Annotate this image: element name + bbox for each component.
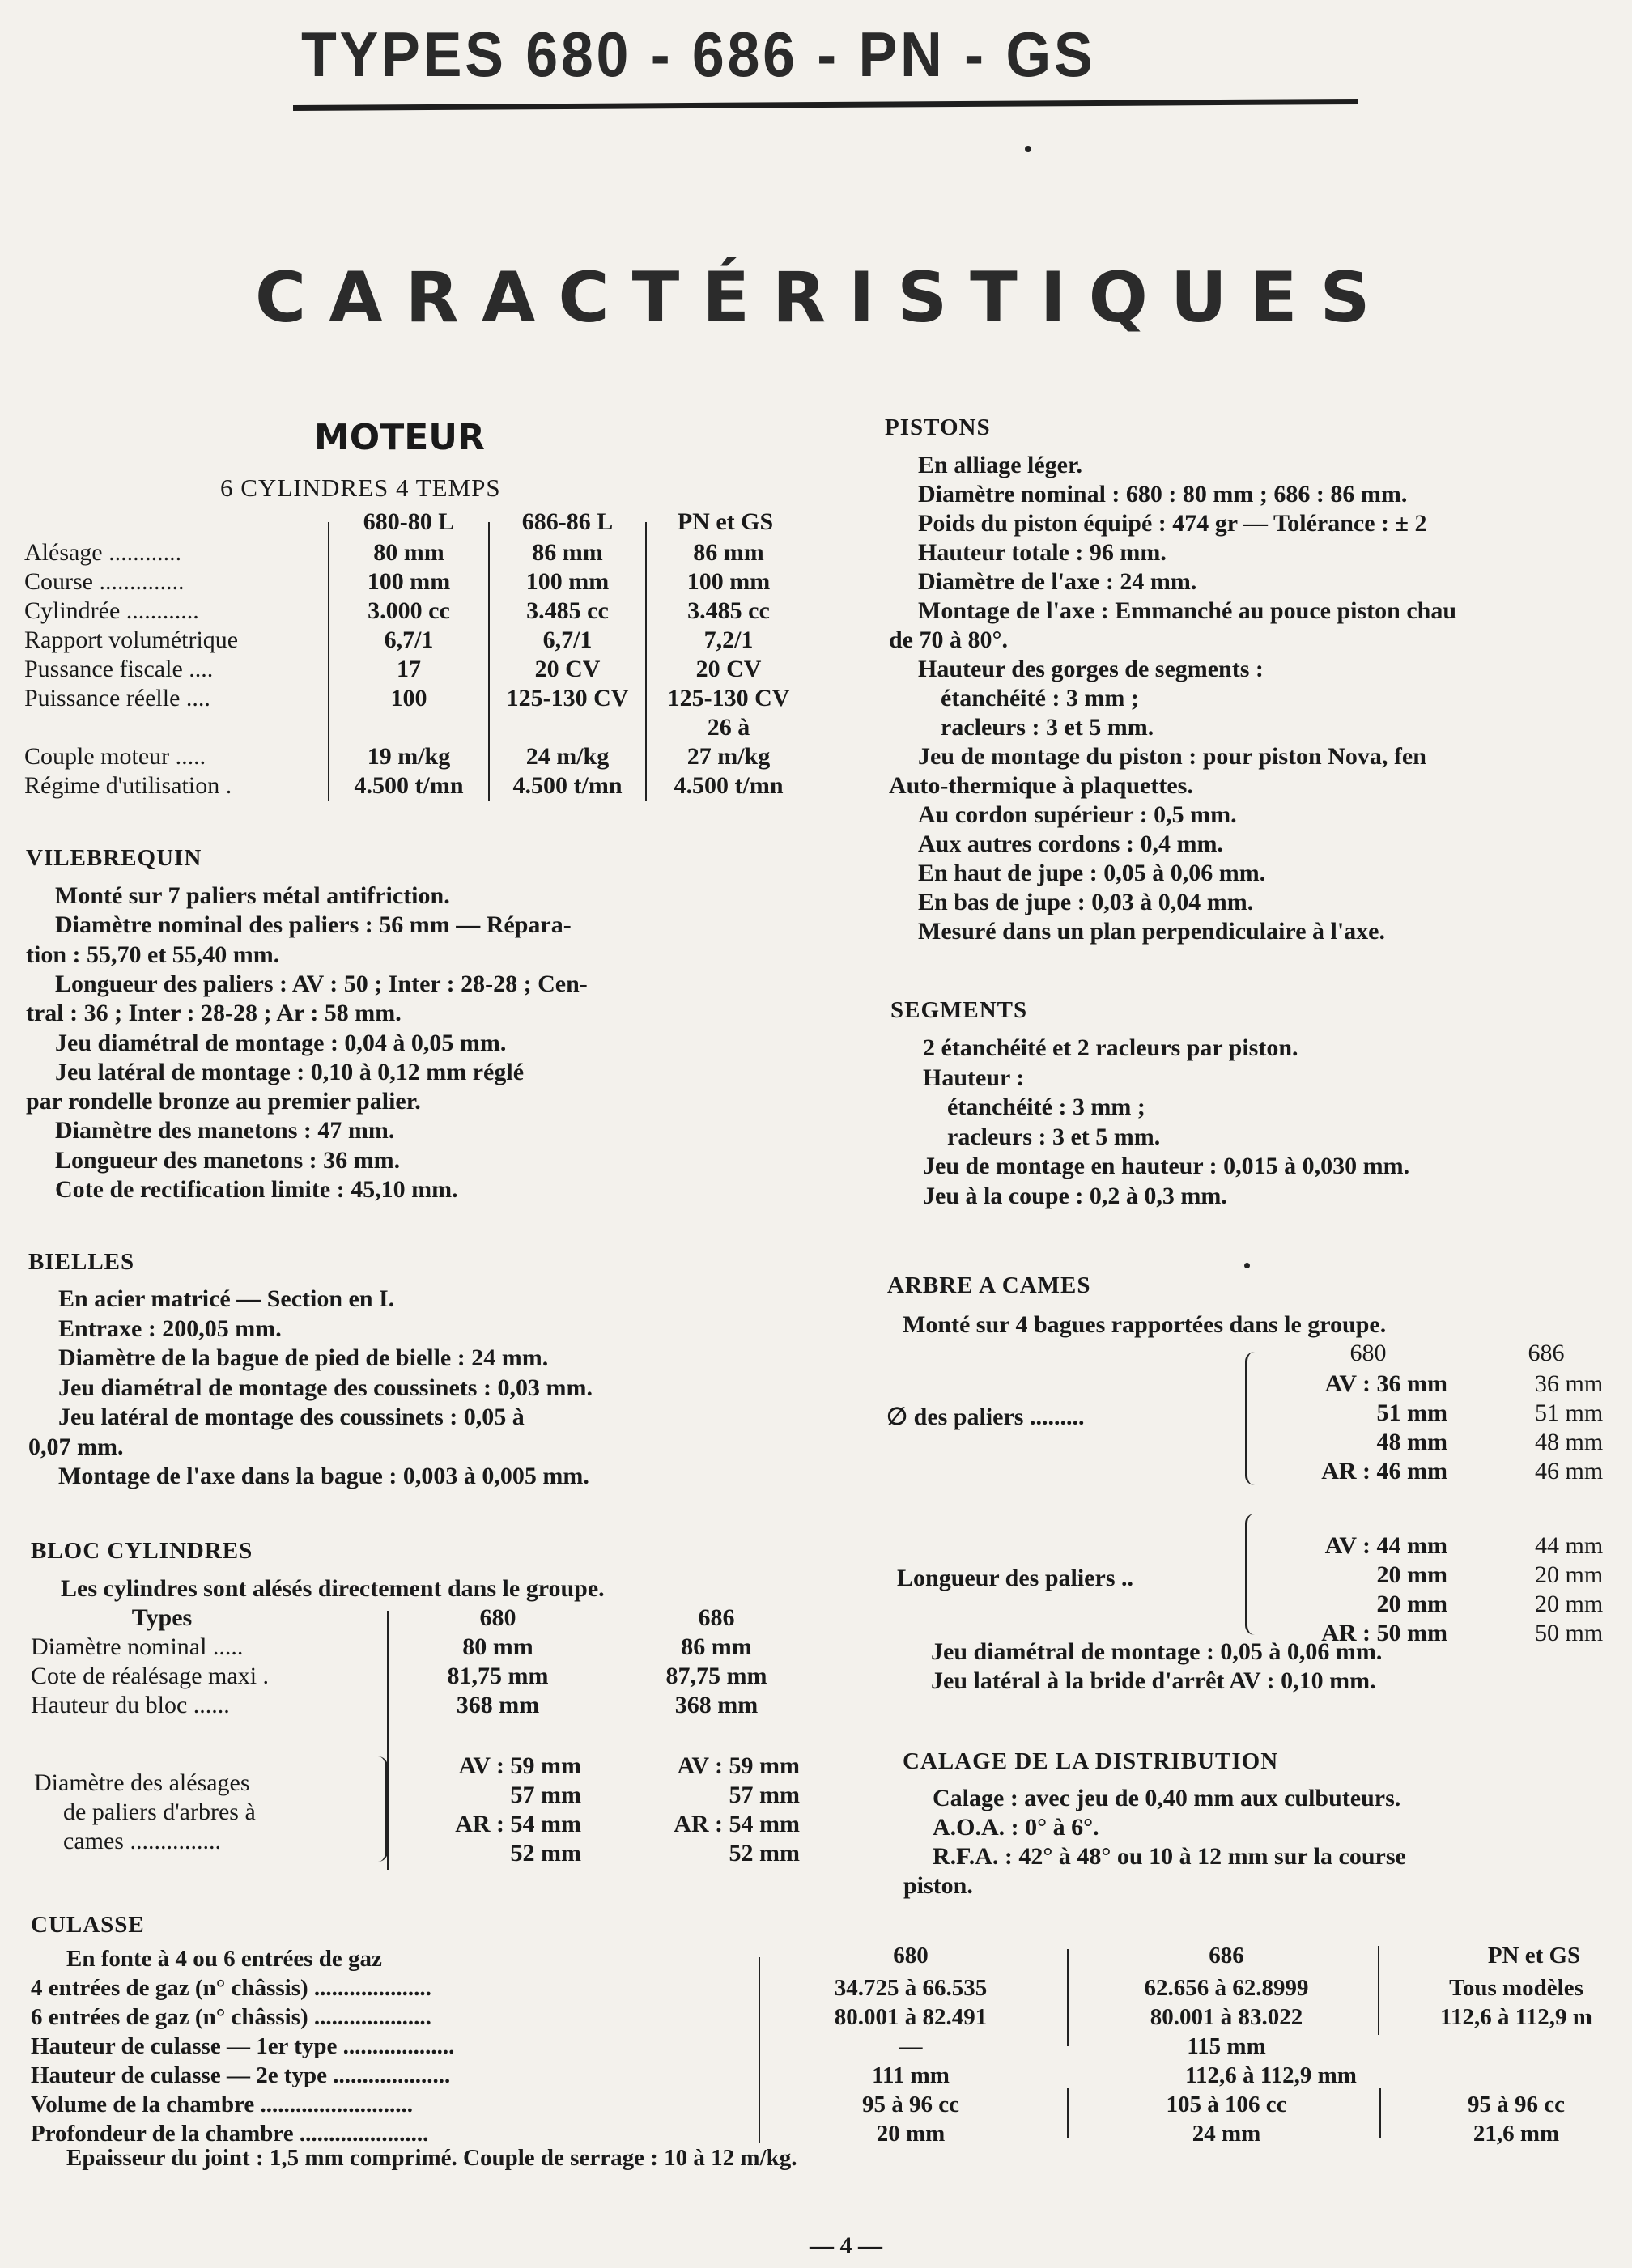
moteur-row-value: 4.500 t/mn	[674, 772, 784, 799]
moteur-column-header: 680-80 L	[363, 508, 455, 535]
pistons-heading: PISTONS	[885, 414, 991, 440]
bloc-row-value: 87,75 mm	[665, 1663, 767, 1689]
culasse-row-value: 20 mm	[876, 2121, 946, 2147]
culasse-row-value: 95 à 96 cc	[862, 2092, 959, 2117]
segments-line: Hauteur :	[923, 1064, 1025, 1091]
culasse-col-divider	[1379, 2088, 1381, 2138]
pistons-line: Aux autres cordons : 0,4 mm.	[918, 830, 1223, 857]
arbre-longueur-value-680: AV : 44 mm	[1324, 1532, 1447, 1559]
arbre-paliers-brace	[1245, 1352, 1259, 1485]
bloc-row-value: 368 mm	[456, 1692, 540, 1718]
ink-speck	[1244, 1263, 1250, 1268]
culasse-row-label: Hauteur de culasse — 2e type ....................	[31, 2062, 451, 2088]
bloc-alesages-value-680: 57 mm	[510, 1782, 581, 1808]
segments-line: étanchéité : 3 mm ;	[947, 1094, 1145, 1120]
vilebrequin-line: tral : 36 ; Inter : 28-28 ; Ar : 58 mm.	[26, 1000, 402, 1027]
arbre-line: Jeu diamétral de montage : 0,05 à 0,06 mm.	[931, 1638, 1383, 1665]
culasse-row-value: 111 mm	[872, 2062, 950, 2088]
segments-line: Jeu de montage en hauteur : 0,015 à 0,030 mm.	[923, 1153, 1410, 1179]
culasse-row-value: 21,6 mm	[1473, 2121, 1560, 2147]
vilebrequin-line: Diamètre des manetons : 47 mm.	[55, 1117, 395, 1145]
culasse-row-value: —	[899, 2033, 923, 2059]
arbre-longueur-value-686: 44 mm	[1535, 1532, 1604, 1559]
pistons-line: Mesuré dans un plan perpendiculaire à l'axe.	[918, 918, 1386, 945]
moteur-row-label: Rapport volumétrique	[24, 626, 239, 653]
arbre-longueur-value-680: 20 mm	[1376, 1561, 1447, 1588]
moteur-row-label: Pussance fiscale ....	[24, 656, 214, 682]
culasse-column-header: PN et GS	[1487, 1943, 1581, 1969]
bielles-line: Montage de l'axe dans la bague : 0,003 à 0,005 mm.	[58, 1463, 589, 1489]
culasse-row-value: 115 mm	[1187, 2033, 1266, 2059]
pistons-line: Hauteur totale : 96 mm.	[918, 539, 1167, 566]
arbre-line: Jeu latéral à la bride d'arrêt AV : 0,10 mm.	[931, 1667, 1376, 1694]
vilebrequin-line: Monté sur 7 paliers métal antifriction.	[55, 882, 450, 909]
arbre-paliers-value-686: 46 mm	[1535, 1458, 1604, 1484]
moteur-col-divider	[488, 522, 490, 801]
moteur-row-value: 20 CV	[695, 656, 762, 682]
moteur-row-value: 3.000 cc	[368, 597, 450, 624]
arbre-intro: Monté sur 4 bagues rapportées dans le groupe.	[903, 1311, 1387, 1338]
moteur-row-value: 20 CV	[534, 656, 601, 682]
moteur-row-value: 4.500 t/mn	[512, 772, 623, 799]
bloc-row-label: Cote de réalésage maxi .	[31, 1663, 270, 1689]
segments-line: Jeu à la coupe : 0,2 à 0,3 mm.	[923, 1182, 1227, 1209]
moteur-subheading: 6 CYLINDRES 4 TEMPS	[220, 474, 501, 502]
pistons-line: Montage de l'axe : Emmanché au pouce piston chau	[918, 597, 1457, 624]
culasse-intro: En fonte à 4 ou 6 entrées de gaz	[66, 1946, 382, 1972]
moteur-row-value: 100 mm	[686, 568, 771, 595]
arbre-longueur-value-686: 20 mm	[1535, 1591, 1604, 1617]
vilebrequin-line: Longueur des paliers : AV : 50 ; Inter : 28-28 ; Cen-	[55, 970, 588, 997]
segments-line: racleurs : 3 et 5 mm.	[947, 1123, 1161, 1150]
arbre-longueur-value-680: AR : 50 mm	[1321, 1620, 1447, 1646]
bloc-alesages-value-680: 52 mm	[510, 1840, 581, 1867]
pistons-line: étanchéité : 3 mm ;	[941, 685, 1139, 711]
bielles-line: Entraxe : 200,05 mm.	[58, 1315, 282, 1342]
culasse-column-header: 686	[1209, 1943, 1244, 1969]
moteur-row-value: 6,7/1	[384, 626, 434, 653]
culasse-row-value: 112,6 à 112,9 m	[1440, 2004, 1592, 2030]
bloc-alesages-value-686: AR : 54 mm	[674, 1811, 800, 1837]
culasse-row-value: 80.001 à 82.491	[834, 2004, 988, 2030]
culasse-row-value: 112,6 à 112,9 mm	[1185, 2062, 1357, 2088]
bloc-row-label: Diamètre nominal .....	[31, 1633, 244, 1660]
arbre-paliers-value-686: 36 mm	[1535, 1370, 1604, 1397]
moteur-col-divider	[645, 522, 647, 801]
calage-line: piston.	[903, 1872, 973, 1899]
culasse-row-label: Hauteur de culasse — 1er type ...................	[31, 2033, 455, 2059]
moteur-row-value: 19 m/kg	[367, 743, 451, 770]
bloc-alesages-value-686: 57 mm	[729, 1782, 800, 1808]
moteur-row-value: 125-130 CV	[667, 685, 790, 711]
moteur-row-value: 86 mm	[693, 539, 764, 566]
bloc-column-header: 680	[479, 1604, 516, 1631]
document-title: TYPES 680 - 686 - PN - GS	[301, 19, 1096, 90]
moteur-column-header: PN et GS	[677, 508, 774, 535]
culasse-row-label: 4 entrées de gaz (n° châssis) ....................	[31, 1975, 431, 2001]
moteur-row-value: 24 m/kg	[525, 743, 610, 770]
moteur-row-value: 80 mm	[373, 539, 444, 566]
arbre-longueur-value-686: 50 mm	[1535, 1620, 1604, 1646]
bloc-row-value: 80 mm	[462, 1633, 533, 1660]
bloc-types-label: Types	[131, 1604, 193, 1631]
culasse-col-divider	[1067, 1949, 1069, 2046]
bloc-row-value: 81,75 mm	[447, 1663, 549, 1689]
section-title-caracteristiques: CARACTÉRISTIQUES	[255, 257, 1393, 338]
culasse-row-value: 34.725 à 66.535	[834, 1975, 988, 2001]
culasse-column-header: 680	[893, 1943, 929, 1969]
calage-line: A.O.A. : 0° à 6°.	[933, 1814, 1099, 1841]
moteur-row-value: 100 mm	[525, 568, 610, 595]
bloc-alesages-label: de paliers d'arbres à	[63, 1799, 256, 1825]
culasse-col-divider	[759, 1957, 760, 2143]
culasse-row-label: Volume de la chambre ..........................	[31, 2092, 414, 2117]
moteur-row-value: 17	[397, 656, 421, 682]
arbre-paliers-value-680: 51 mm	[1376, 1399, 1447, 1426]
arbre-column-header: 680	[1349, 1340, 1387, 1366]
moteur-row-label: Cylindrée ............	[24, 597, 199, 624]
moteur-row-value: 3.485 cc	[687, 597, 770, 624]
pistons-line: En alliage léger.	[918, 452, 1083, 478]
moteur-row-value: 27 m/kg	[686, 743, 771, 770]
vilebrequin-line: Diamètre nominal des paliers : 56 mm — Répara-	[55, 911, 572, 939]
moteur-row-value: 86 mm	[532, 539, 603, 566]
segments-line: 2 étanchéité et 2 racleurs par piston.	[923, 1034, 1298, 1061]
calage-line: R.F.A. : 42° à 48° ou 10 à 12 mm sur la course	[933, 1843, 1406, 1870]
culasse-col-divider	[1067, 2088, 1069, 2138]
moteur-row-value: 4.500 t/mn	[354, 772, 464, 799]
arbre-paliers-value-686: 48 mm	[1535, 1429, 1604, 1455]
bloc-row-value: 368 mm	[674, 1692, 759, 1718]
moteur-row-label: Course ..............	[24, 568, 185, 595]
arbre-column-header: 686	[1528, 1340, 1565, 1366]
bielles-line: Jeu latéral de montage des coussinets : 0,05 à	[58, 1404, 525, 1430]
bloc-alesages-value-680: AR : 54 mm	[455, 1811, 581, 1837]
arbre-paliers-value-680: 48 mm	[1376, 1429, 1447, 1455]
arbre-longueur-brace	[1245, 1514, 1259, 1635]
arbre-paliers-value-680: AR : 46 mm	[1321, 1458, 1447, 1484]
arbre-paliers-value-680: AV : 36 mm	[1324, 1370, 1447, 1397]
culasse-row-value: Tous modèles	[1449, 1975, 1583, 2001]
moteur-row-value: 3.485 cc	[526, 597, 609, 624]
culasse-row-value: 62.656 à 62.8999	[1144, 1975, 1309, 2001]
page-number: — 4 —	[810, 2232, 882, 2259]
culasse-row-label: Profondeur de la chambre ......................	[31, 2121, 429, 2147]
bloc-alesages-label: Diamètre des alésages	[34, 1769, 250, 1796]
pistons-line: Hauteur des gorges de segments :	[918, 656, 1264, 682]
moteur-row-value: 6,7/1	[542, 626, 593, 653]
title-underline	[293, 99, 1358, 111]
bloc-row-label: Hauteur du bloc ......	[31, 1692, 230, 1718]
moteur-row-label: Régime d'utilisation .	[24, 772, 232, 799]
bielles-line: Jeu diamétral de montage des coussinets : 0,03 mm.	[58, 1374, 593, 1401]
culasse-row-value: 24 mm	[1192, 2121, 1261, 2147]
moteur-row-value: 125-130 CV	[506, 685, 629, 711]
bloc-column-header: 686	[698, 1604, 735, 1631]
moteur-heading: MOTEUR	[314, 417, 485, 458]
segments-heading: SEGMENTS	[890, 997, 1028, 1023]
moteur-column-header: 686-86 L	[521, 508, 614, 535]
vilebrequin-line: par rondelle bronze au premier palier.	[26, 1088, 421, 1115]
vilebrequin-line: tion : 55,70 et 55,40 mm.	[26, 941, 280, 968]
pistons-line: de 70 à 80°.	[889, 626, 1008, 653]
calage-heading: CALAGE DE LA DISTRIBUTION	[903, 1748, 1279, 1774]
bielles-line: Diamètre de la bague de pied de bielle : 24 mm.	[58, 1344, 549, 1371]
moteur-row-label: Puissance réelle ....	[24, 685, 210, 711]
bielles-line: 0,07 mm.	[28, 1433, 124, 1460]
moteur-row-value: 100	[390, 685, 427, 711]
pistons-line: Poids du piston équipé : 474 gr — Tolérance : ± 2	[918, 510, 1427, 537]
bielles-line: En acier matricé — Section en I.	[58, 1285, 395, 1312]
culasse-row-label: 6 entrées de gaz (n° châssis) ....................	[31, 2004, 431, 2030]
pistons-line: Diamètre de l'axe : 24 mm.	[918, 568, 1197, 595]
bloc-alesages-value-686: AV : 59 mm	[677, 1752, 800, 1779]
moteur-col-divider	[328, 522, 329, 801]
vilebrequin-line: Jeu latéral de montage : 0,10 à 0,12 mm réglé	[55, 1058, 525, 1085]
vilebrequin-line: Cote de rectification limite : 45,10 mm.	[55, 1176, 458, 1203]
pistons-line: Au cordon supérieur : 0,5 mm.	[918, 801, 1237, 828]
ink-speck	[1025, 146, 1031, 152]
moteur-row-value: 100 mm	[367, 568, 451, 595]
culasse-row-value: 80.001 à 83.022	[1150, 2004, 1303, 2030]
calage-line: Calage : avec jeu de 0,40 mm aux culbuteurs.	[933, 1785, 1401, 1811]
pistons-line: Auto-thermique à plaquettes.	[889, 772, 1193, 799]
culasse-row-value: 95 à 96 cc	[1468, 2092, 1565, 2117]
culasse-col-divider	[1378, 1946, 1379, 2035]
arbre-longueur-value-680: 20 mm	[1376, 1591, 1447, 1617]
pistons-line: Jeu de montage du piston : pour piston Nova, fen	[918, 743, 1426, 770]
bloc-row-value: 86 mm	[681, 1633, 752, 1660]
arbre-paliers-value-686: 51 mm	[1535, 1399, 1604, 1426]
vilebrequin-heading: VILEBREQUIN	[26, 845, 202, 871]
pistons-line: Diamètre nominal : 680 : 80 mm ; 686 : 86 mm.	[918, 481, 1408, 508]
bloc-heading: BLOC CYLINDRES	[31, 1538, 253, 1564]
culasse-row-value: 105 à 106 cc	[1166, 2092, 1287, 2117]
vilebrequin-line: Longueur des manetons : 36 mm.	[55, 1146, 401, 1174]
pistons-line: En haut de jupe : 0,05 à 0,06 mm.	[918, 860, 1266, 886]
bloc-alesages-value-680: AV : 59 mm	[458, 1752, 581, 1779]
moteur-row-value: 26 à	[707, 714, 750, 741]
bloc-alesages-label: cames ...............	[63, 1828, 221, 1854]
culasse-footer: Epaisseur du joint : 1,5 mm comprimé. Couple de serrage : 10 à 12 m/kg.	[66, 2145, 797, 2171]
bloc-alesages-brace	[374, 1756, 388, 1862]
bloc-intro: Les cylindres sont alésés directement dans le groupe.	[61, 1575, 605, 1602]
moteur-row-value: 7,2/1	[703, 626, 754, 653]
moteur-row-label: Couple moteur .....	[24, 743, 206, 770]
moteur-row-label: Alésage ............	[24, 539, 182, 566]
arbre-longueur-value-686: 20 mm	[1535, 1561, 1604, 1588]
arbre-paliers-label: ∅ des paliers .........	[886, 1404, 1085, 1430]
arbre-heading: ARBRE A CAMES	[887, 1272, 1091, 1298]
arbre-longueur-label: Longueur des paliers ..	[897, 1565, 1133, 1591]
pistons-line: racleurs : 3 et 5 mm.	[941, 714, 1154, 741]
culasse-heading: CULASSE	[31, 1912, 145, 1938]
vilebrequin-line: Jeu diamétral de montage : 0,04 à 0,05 mm.	[55, 1029, 507, 1056]
bloc-alesages-value-686: 52 mm	[729, 1840, 800, 1867]
pistons-line: En bas de jupe : 0,03 à 0,04 mm.	[918, 889, 1254, 915]
bielles-heading: BIELLES	[28, 1249, 135, 1275]
